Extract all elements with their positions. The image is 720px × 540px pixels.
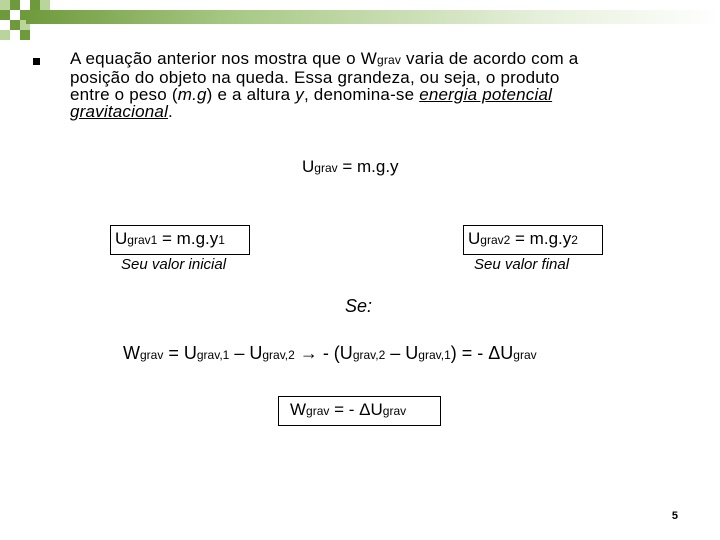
subscript: grav: [306, 404, 330, 418]
subscript: grav1: [127, 233, 158, 247]
bullet-square-icon: [33, 58, 40, 65]
decor-square: [0, 30, 10, 40]
text-italic: y: [295, 85, 304, 104]
text-span: entre o peso (: [70, 85, 178, 104]
decor-square: [10, 20, 20, 30]
subscript: grav: [382, 404, 407, 418]
energy-term-link: gravitacional: [70, 102, 169, 121]
decor-square: [20, 30, 30, 40]
text-span: ) e a altura: [206, 85, 296, 104]
text-span: U: [115, 229, 128, 248]
decor-square: [0, 10, 10, 20]
label-initial-value: Seu valor inicial: [121, 256, 227, 273]
subscript: grav2: [480, 233, 511, 247]
text-span: = - ΔU: [329, 400, 383, 419]
decor-square: [0, 0, 10, 10]
text-span: U: [302, 157, 315, 176]
subscript: grav,2: [262, 348, 295, 362]
subscript: grav: [140, 348, 164, 362]
text-span: W: [290, 400, 307, 419]
text-span: = U: [163, 343, 197, 363]
equation-work-derivation: [123, 343, 537, 364]
label-final-value: Seu valor final: [474, 256, 570, 273]
decor-square: [10, 0, 20, 10]
subscript: grav: [376, 53, 402, 67]
text-span: – U: [229, 343, 263, 363]
subscript: grav: [314, 161, 338, 175]
equation-final: [468, 229, 578, 249]
equation-result: [290, 400, 406, 420]
text-span: ) = - ΔU: [450, 343, 514, 363]
text-span: , denomina-se: [303, 85, 420, 104]
text-span: U: [468, 229, 481, 248]
text-span: A equação anterior nos mostra que o W: [70, 49, 377, 68]
text-span: .: [168, 102, 173, 121]
subscript: 1: [218, 233, 225, 247]
text-italic: m.g: [177, 85, 207, 104]
text-span: = m.g.y: [337, 157, 399, 176]
subscript: grav,1: [196, 348, 230, 362]
paragraph-line: [70, 86, 680, 103]
body-paragraph: [70, 50, 680, 120]
equation-initial: [115, 229, 225, 249]
subscript: grav,1: [418, 348, 451, 362]
decor-square: [40, 0, 50, 10]
subscript: 2: [571, 233, 578, 247]
subscript: grav,2: [352, 348, 386, 362]
equation-main: [302, 157, 399, 177]
decor-square: [30, 0, 40, 10]
paragraph-line: [70, 103, 680, 120]
paragraph-line: [70, 50, 680, 69]
se-label: Se:: [345, 296, 373, 316]
text-span: → - (U: [294, 343, 353, 363]
text-span: – U: [385, 343, 419, 363]
header-bar: [26, 10, 720, 24]
subscript: grav: [513, 348, 537, 362]
text-span: W: [123, 343, 140, 363]
text-span: = m.g.y: [510, 229, 572, 248]
energy-term-link: energia potencial: [419, 85, 553, 104]
page-number: 5: [671, 510, 678, 522]
text-span: varia de acordo com a: [401, 49, 579, 68]
paragraph-line: posição do objeto na queda. Essa grandeza, ou seja, o produto: [70, 68, 560, 87]
text-span: = m.g.y: [157, 229, 219, 248]
